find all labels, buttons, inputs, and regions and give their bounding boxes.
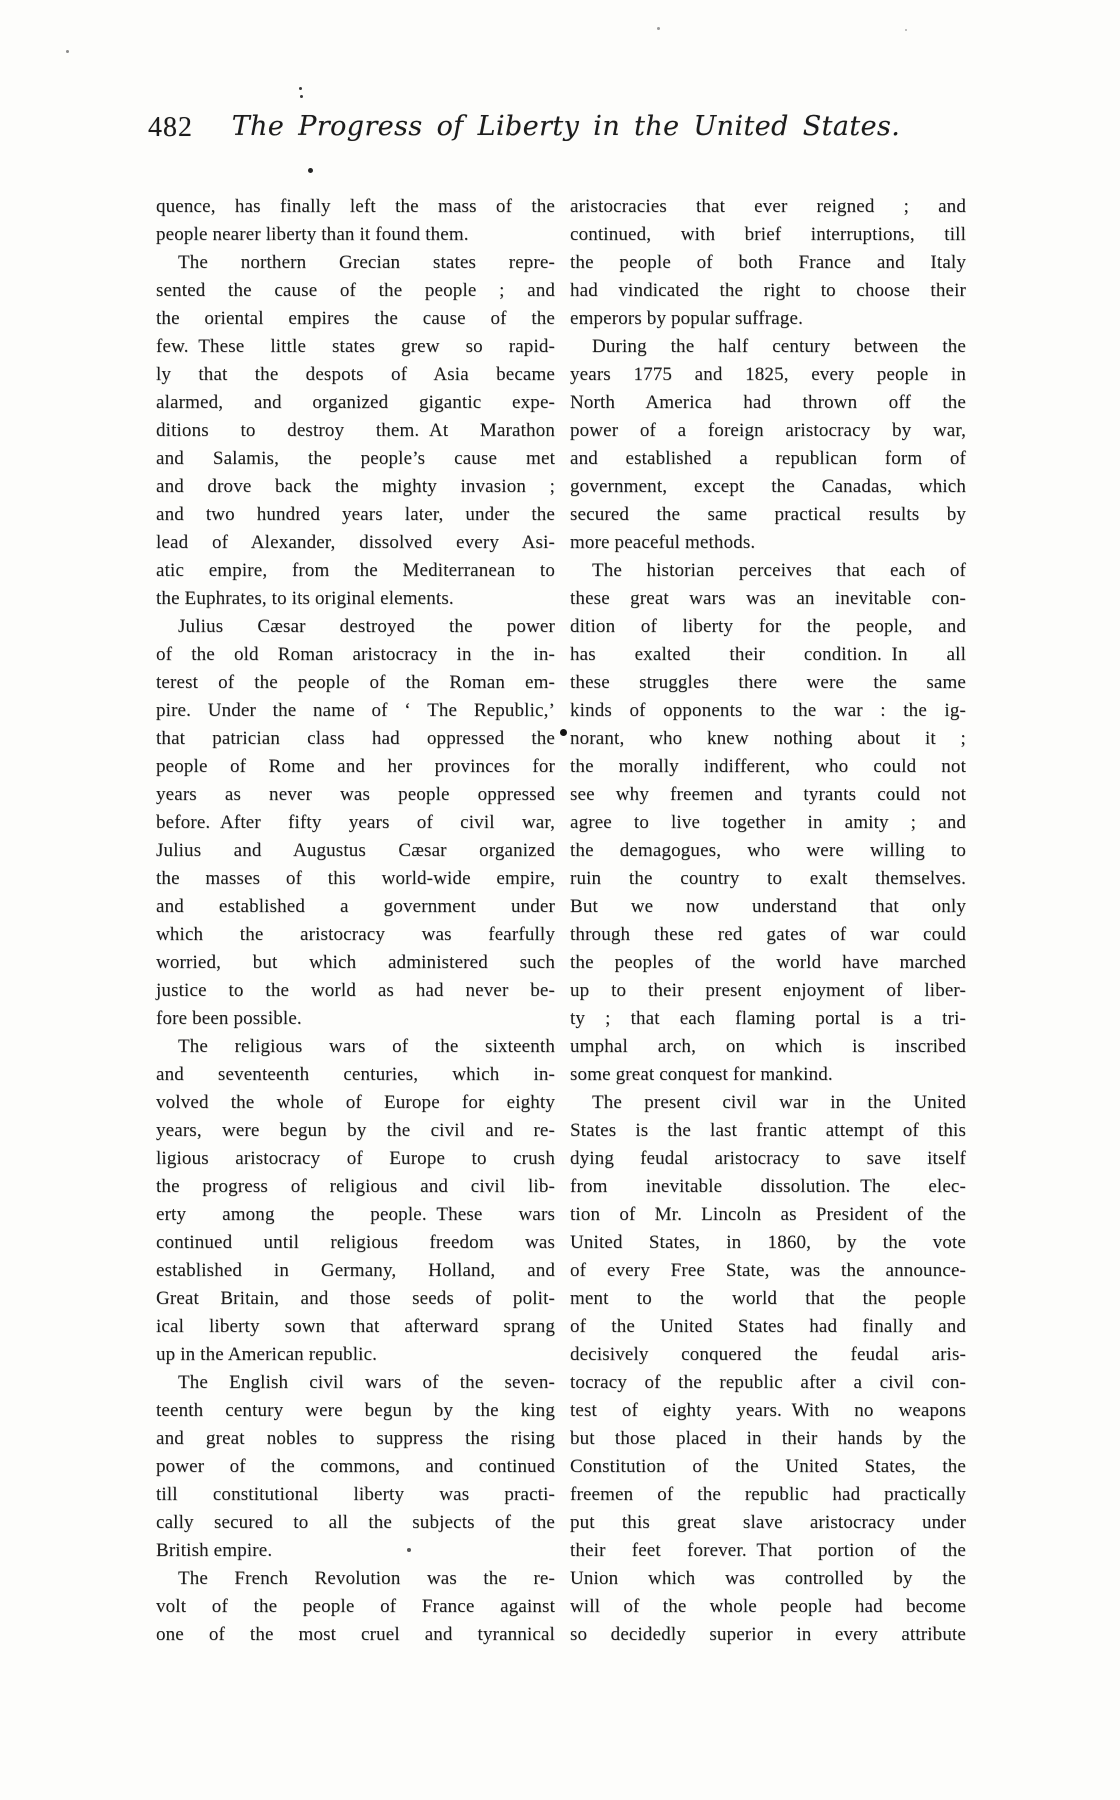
text-line: The present civil war in the United [592,1092,966,1113]
text-line: terest of the people of the Roman em- [156,672,555,693]
text-line: ly that the despots of Asia became [156,364,555,385]
text-line: The historian perceives that each of [592,560,966,581]
text-line: the people of both France and Italy [570,252,966,273]
text-line: and two hundred years later, under the [156,504,555,525]
text-line: the oriental empires the cause of the [156,308,555,329]
text-line: norant, who knew nothing about it ; [570,728,966,749]
text-line: sented the cause of the people ; and [156,280,555,301]
text-line: The northern Grecian states repre- [178,252,555,273]
text-line: years as never was people oppressed [156,784,555,805]
ink-speck [308,168,313,173]
text-line: had vindicated the right to choose their [570,280,966,301]
text-line: that patrician class had oppressed the [156,728,555,749]
text-line: volved the whole of Europe for eighty [156,1092,555,1113]
text-line: During the half century between the [592,336,966,357]
text-line: Constitution of the United States, the [570,1456,966,1477]
text-line: power of a foreign aristocracy by war, [570,420,966,441]
text-line: put this great slave aristocracy under [570,1512,966,1533]
text-line: and seventeenth centuries, which in- [156,1064,555,1085]
text-line: ruin the country to exalt themselves. [570,868,966,889]
text-line: lead of Alexander, dissolved every Asi- [156,532,555,553]
text-line: will of the whole people had become [570,1596,966,1617]
ink-speck [905,29,907,31]
text-line: of the old Roman aristocracy in the in- [156,644,555,665]
running-title: The Progress of Liberty in the United States. [231,111,901,142]
text-line: Julius Cæsar destroyed the power [178,616,555,637]
text-line: dition of liberty for the people, and [570,616,966,637]
text-line: tion of Mr. Lincoln as President of the [570,1204,966,1225]
text-line: and established a republican form of [570,448,966,469]
text-line: from inevitable dissolution. The elec- [570,1176,966,1197]
text-line: quence, has finally left the mass of the [156,196,555,217]
ink-speck [657,27,660,30]
text-line: people nearer liberty than it found them. [156,224,469,245]
text-line: freemen of the republic had practically [570,1484,966,1505]
ink-speck [560,729,567,736]
text-line: ty ; that each flaming portal is a tri- [570,1008,966,1029]
text-column-right [570,193,966,1649]
text-line: dying feudal aristocracy to save itself [570,1148,966,1169]
text-line: but those placed in their hands by the [570,1428,966,1449]
text-line: atic empire, from the Mediterranean to [156,560,555,581]
text-line: has exalted their condition. In all [570,644,966,665]
text-line: up to their present enjoyment of liber- [570,980,966,1001]
text-line: more peaceful methods. [570,532,756,553]
text-line: the demagogues, who were willing to [570,840,966,861]
text-line: which the aristocracy was fearfully [156,924,555,945]
text-line: of the United States had finally and [570,1316,966,1337]
text-line: test of eighty years. With no weapons [570,1400,966,1421]
text-line: ditions to destroy them. At Marathon [156,420,555,441]
text-line: umphal arch, on which is inscribed [570,1036,966,1057]
text-line: of every Free State, was the announce- [570,1260,966,1281]
text-line: But we now understand that only [570,896,966,917]
text-line: people of Rome and her provinces for [156,756,555,777]
text-line: established in Germany, Holland, and [156,1260,555,1281]
text-line: ligious aristocracy of Europe to crush [156,1148,555,1169]
text-line: Union which was controlled by the [570,1568,966,1589]
text-line: the peoples of the world have marched [570,952,966,973]
text-line: the progress of religious and civil lib- [156,1176,555,1197]
page-number: 482 [148,112,193,143]
text-line: agree to live together in amity ; and [570,812,966,833]
text-line: The religious wars of the sixteenth [178,1036,555,1057]
text-line: British empire. [156,1540,273,1561]
text-line: States is the last frantic attempt of this [570,1120,966,1141]
text-line: alarmed, and organized gigantic expe- [156,392,555,413]
text-line: continued until religious freedom was [156,1232,555,1253]
text-line: power of the commons, and continued [156,1456,555,1477]
text-line: their feet forever. That portion of the [570,1540,966,1561]
text-line: emperors by popular suffrage. [570,308,803,329]
text-line: The French Revolution was the re- [178,1568,555,1589]
text-line: some great conquest for mankind. [570,1064,833,1085]
text-line: pire. Under the name of ‘ The Republic,’ [156,700,555,721]
text-line: through these red gates of war could [570,924,966,945]
text-line: these great wars was an inevitable con- [570,588,966,609]
text-line: ment to the world that the people [570,1288,966,1309]
text-line: years, were begun by the civil and re- [156,1120,555,1141]
text-line: the masses of this world-wide empire, [156,868,555,889]
text-line: United States, in 1860, by the vote [570,1232,966,1253]
text-line: Julius and Augustus Cæsar organized [156,840,555,861]
text-line: erty among the people. These wars [156,1204,555,1225]
text-line: tocracy of the republic after a civil con- [570,1372,966,1393]
text-line: before. After fifty years of civil war, [156,812,555,833]
text-line: continued, with brief interruptions, till [570,224,966,245]
text-line: fore been possible. [156,1008,302,1029]
text-line: teenth century were begun by the king [156,1400,555,1421]
text-line: so decidedly superior in every attribute [570,1624,966,1645]
text-line: volt of the people of France against [156,1596,555,1617]
text-line: ical liberty sown that afterward sprang [156,1316,555,1337]
text-column-left [156,193,555,1649]
text-line: one of the most cruel and tyrannical [156,1624,555,1645]
text-line: secured the same practical results by [570,504,966,525]
text-line: government, except the Canadas, which [570,476,966,497]
text-line: and great nobles to suppress the rising [156,1428,555,1449]
text-line: years 1775 and 1825, every people in [570,364,966,385]
text-line: till constitutional liberty was practi- [156,1484,555,1505]
text-line: the Euphrates, to its original elements. [156,588,454,609]
text-line: aristocracies that ever reigned ; and [570,196,966,217]
ink-speck [66,50,69,53]
text-line: few. These little states grew so rapid- [156,336,555,357]
text-line: see why freemen and tyrants could not [570,784,966,805]
text-line: worried, but which administered such [156,952,555,973]
text-line: The English civil wars of the seven- [178,1372,555,1393]
text-line: and established a government under [156,896,555,917]
text-line: decisively conquered the feudal aris- [570,1344,966,1365]
text-line: and drove back the mighty invasion ; [156,476,555,497]
text-line: kinds of opponents to the war : the ig- [570,700,966,721]
text-line: these struggles there were the same [570,672,966,693]
text-line: up in the American republic. [156,1344,378,1365]
text-line: and Salamis, the people’s cause met [156,448,555,469]
ink-speck [407,1548,411,1552]
text-line: North America had thrown off the [570,392,966,413]
text-line: Great Britain, and those seeds of polit- [156,1288,555,1309]
text-line: the morally indifferent, who could not [570,756,966,777]
text-line: cally secured to all the subjects of the [156,1512,555,1533]
text-line: justice to the world as had never be- [156,980,555,1001]
ink-speck [299,87,302,90]
